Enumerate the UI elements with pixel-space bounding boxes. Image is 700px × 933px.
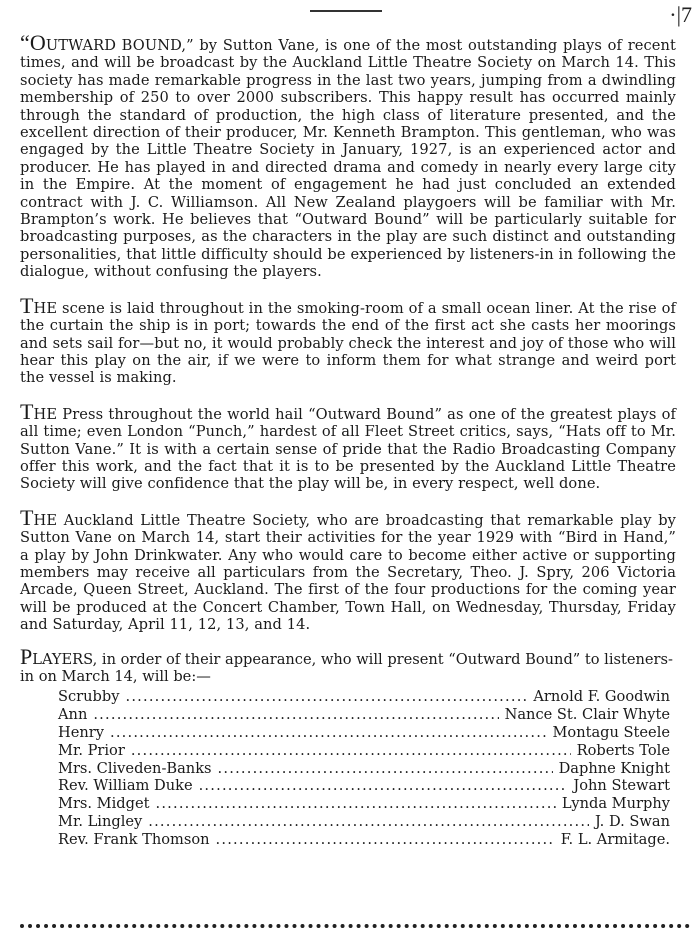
leader-dots xyxy=(216,831,555,849)
paragraph-scene xyxy=(20,292,676,387)
cast-actor: Arnold F. Goodwin xyxy=(533,688,670,706)
players-intro-text: LAYERS, in order of their appearance, who will present “Outward Bound” to listeners-in on March 14, will be:— xyxy=(20,650,673,685)
cast-row xyxy=(58,724,670,742)
leader-dots xyxy=(199,777,568,795)
cast-list xyxy=(58,688,670,848)
cast-role: Rev. Frank Thomson xyxy=(58,830,210,848)
cast-row xyxy=(58,831,670,849)
cast-row xyxy=(58,813,670,831)
players-intro xyxy=(20,643,676,686)
paragraph-society xyxy=(20,504,676,634)
cast-row xyxy=(58,777,670,795)
drop-cap: “O xyxy=(20,30,46,55)
cast-role: Mrs. Cliveden-Banks xyxy=(58,759,212,777)
drop-cap: T xyxy=(20,504,34,530)
leader-dots xyxy=(125,688,527,706)
paragraph-text: HE scene is laid throughout in the smoking-room of a small ocean liner. At the rise of the curtain the ship is in port; towards the end of the first act she casts her moorings and sets sail for—but no, it would probably check the interest and joy of those who will hear this play on the air, if we were to inform them for what strange and weird port the vessel is making. xyxy=(20,299,676,387)
cast-role: Mrs. Midget xyxy=(58,795,150,813)
cast-actor: Lynda Murphy xyxy=(561,795,670,813)
corner-mark: ·|7 xyxy=(669,2,692,27)
article xyxy=(20,30,676,849)
top-rule xyxy=(310,10,382,12)
paragraph-text: UTWARD BOUND,” by Sutton Vane, is one of the most outstanding plays of recent times, and will be broadcast by the Auckland Little Theatre Society on March 14. This society has made remarkable progress in the last two years, jumping from a dwindling membership of 250 to over 2000 subscribers. This happy result has occurred mainly through the standard of production, the high class of literature presented, and the excellent direction of their producer, Mr. Kenneth Brampton. This gentleman, who was engaged by the Little Theatre Society in January, 1927, is an experienced actor and producer. He has played in and directed drama and comedy in nearly every large city in the Empire. At the moment of engagement he had just concluded an extended contract with J. C. Williamson. All New Zealand playgoers will be familiar with Mr. Brampton’s work. He believes that “Outward Bound” will be particularly suitable for broadcasting purposes, as the characters in the play are such distinct and outstanding personalities, that little difficulty should be experienced by listeners-in in following the dialogue, without confusing the players. xyxy=(20,37,676,281)
cast-role: Scrubby xyxy=(58,688,120,706)
cast-actor: Roberts Tole xyxy=(576,741,670,759)
leader-dots xyxy=(218,760,553,778)
cast-row xyxy=(58,742,670,760)
cast-actor: Daphne Knight xyxy=(558,759,670,777)
leader-dots xyxy=(93,706,498,724)
paragraph-press xyxy=(20,398,676,493)
paragraph-text: HE Press throughout the world hail “Outward Bound” as one of the greatest plays of all time; even London “Punch,” hardest of all Fleet Street critics, says, “Hats off to Mr. Sutton Vane.” It is with a certain sense of pride that the Radio Broadcasting Company offer this work, and the fact that it is to be presented by the Auckland Little Theatre Society will give confidence that the play will be, in every respect, well done. xyxy=(20,405,676,493)
drop-cap: T xyxy=(20,292,34,318)
cast-row xyxy=(58,688,670,706)
cast-actor: John Stewart xyxy=(573,777,670,795)
leader-dots xyxy=(155,795,555,813)
paragraph-outward-bound xyxy=(20,30,676,281)
cast-actor: Montagu Steele xyxy=(552,724,670,741)
cast-row xyxy=(58,760,670,778)
leader-dots xyxy=(131,742,571,760)
leader-dots xyxy=(148,813,589,831)
cast-role: Rev. William Duke xyxy=(58,777,193,795)
cast-role: Mr. Prior xyxy=(58,741,125,759)
cast-row xyxy=(58,795,670,813)
cast-actor: J. D. Swan xyxy=(594,812,670,830)
cast-actor: Nance St. Clair Whyte xyxy=(504,706,670,724)
cast-actor: F. L. Armitage. xyxy=(560,830,670,848)
drop-cap: P xyxy=(20,643,33,669)
cast-role: Mr. Lingley xyxy=(58,812,143,830)
bottom-dotted-rule xyxy=(20,924,690,932)
leader-dots xyxy=(110,724,547,742)
paragraph-text: HE Auckland Little Theatre Society, who are broadcasting that remarkable play by Sutton Vane on March 14, start their activities for the year 1929 with “Bird in Hand,” a play by John Drinkwater. Any who would care to become either active or supporting members may receive all particulars from the Secretary, Theo. J. Spry, 206 Victoria Arcade, Queen Street, Auckland. The first of the four productions for the coming year will be produced at the Concert Chamber, Town Hall, on Wednesday, Thursday, Friday and Saturday, April 11, 12, 13, and 14. xyxy=(20,511,676,634)
cast-role: Ann xyxy=(58,706,88,724)
cast-row xyxy=(58,706,670,724)
cast-role: Henry xyxy=(58,724,104,741)
players-section xyxy=(20,643,676,849)
drop-cap: T xyxy=(20,398,34,424)
